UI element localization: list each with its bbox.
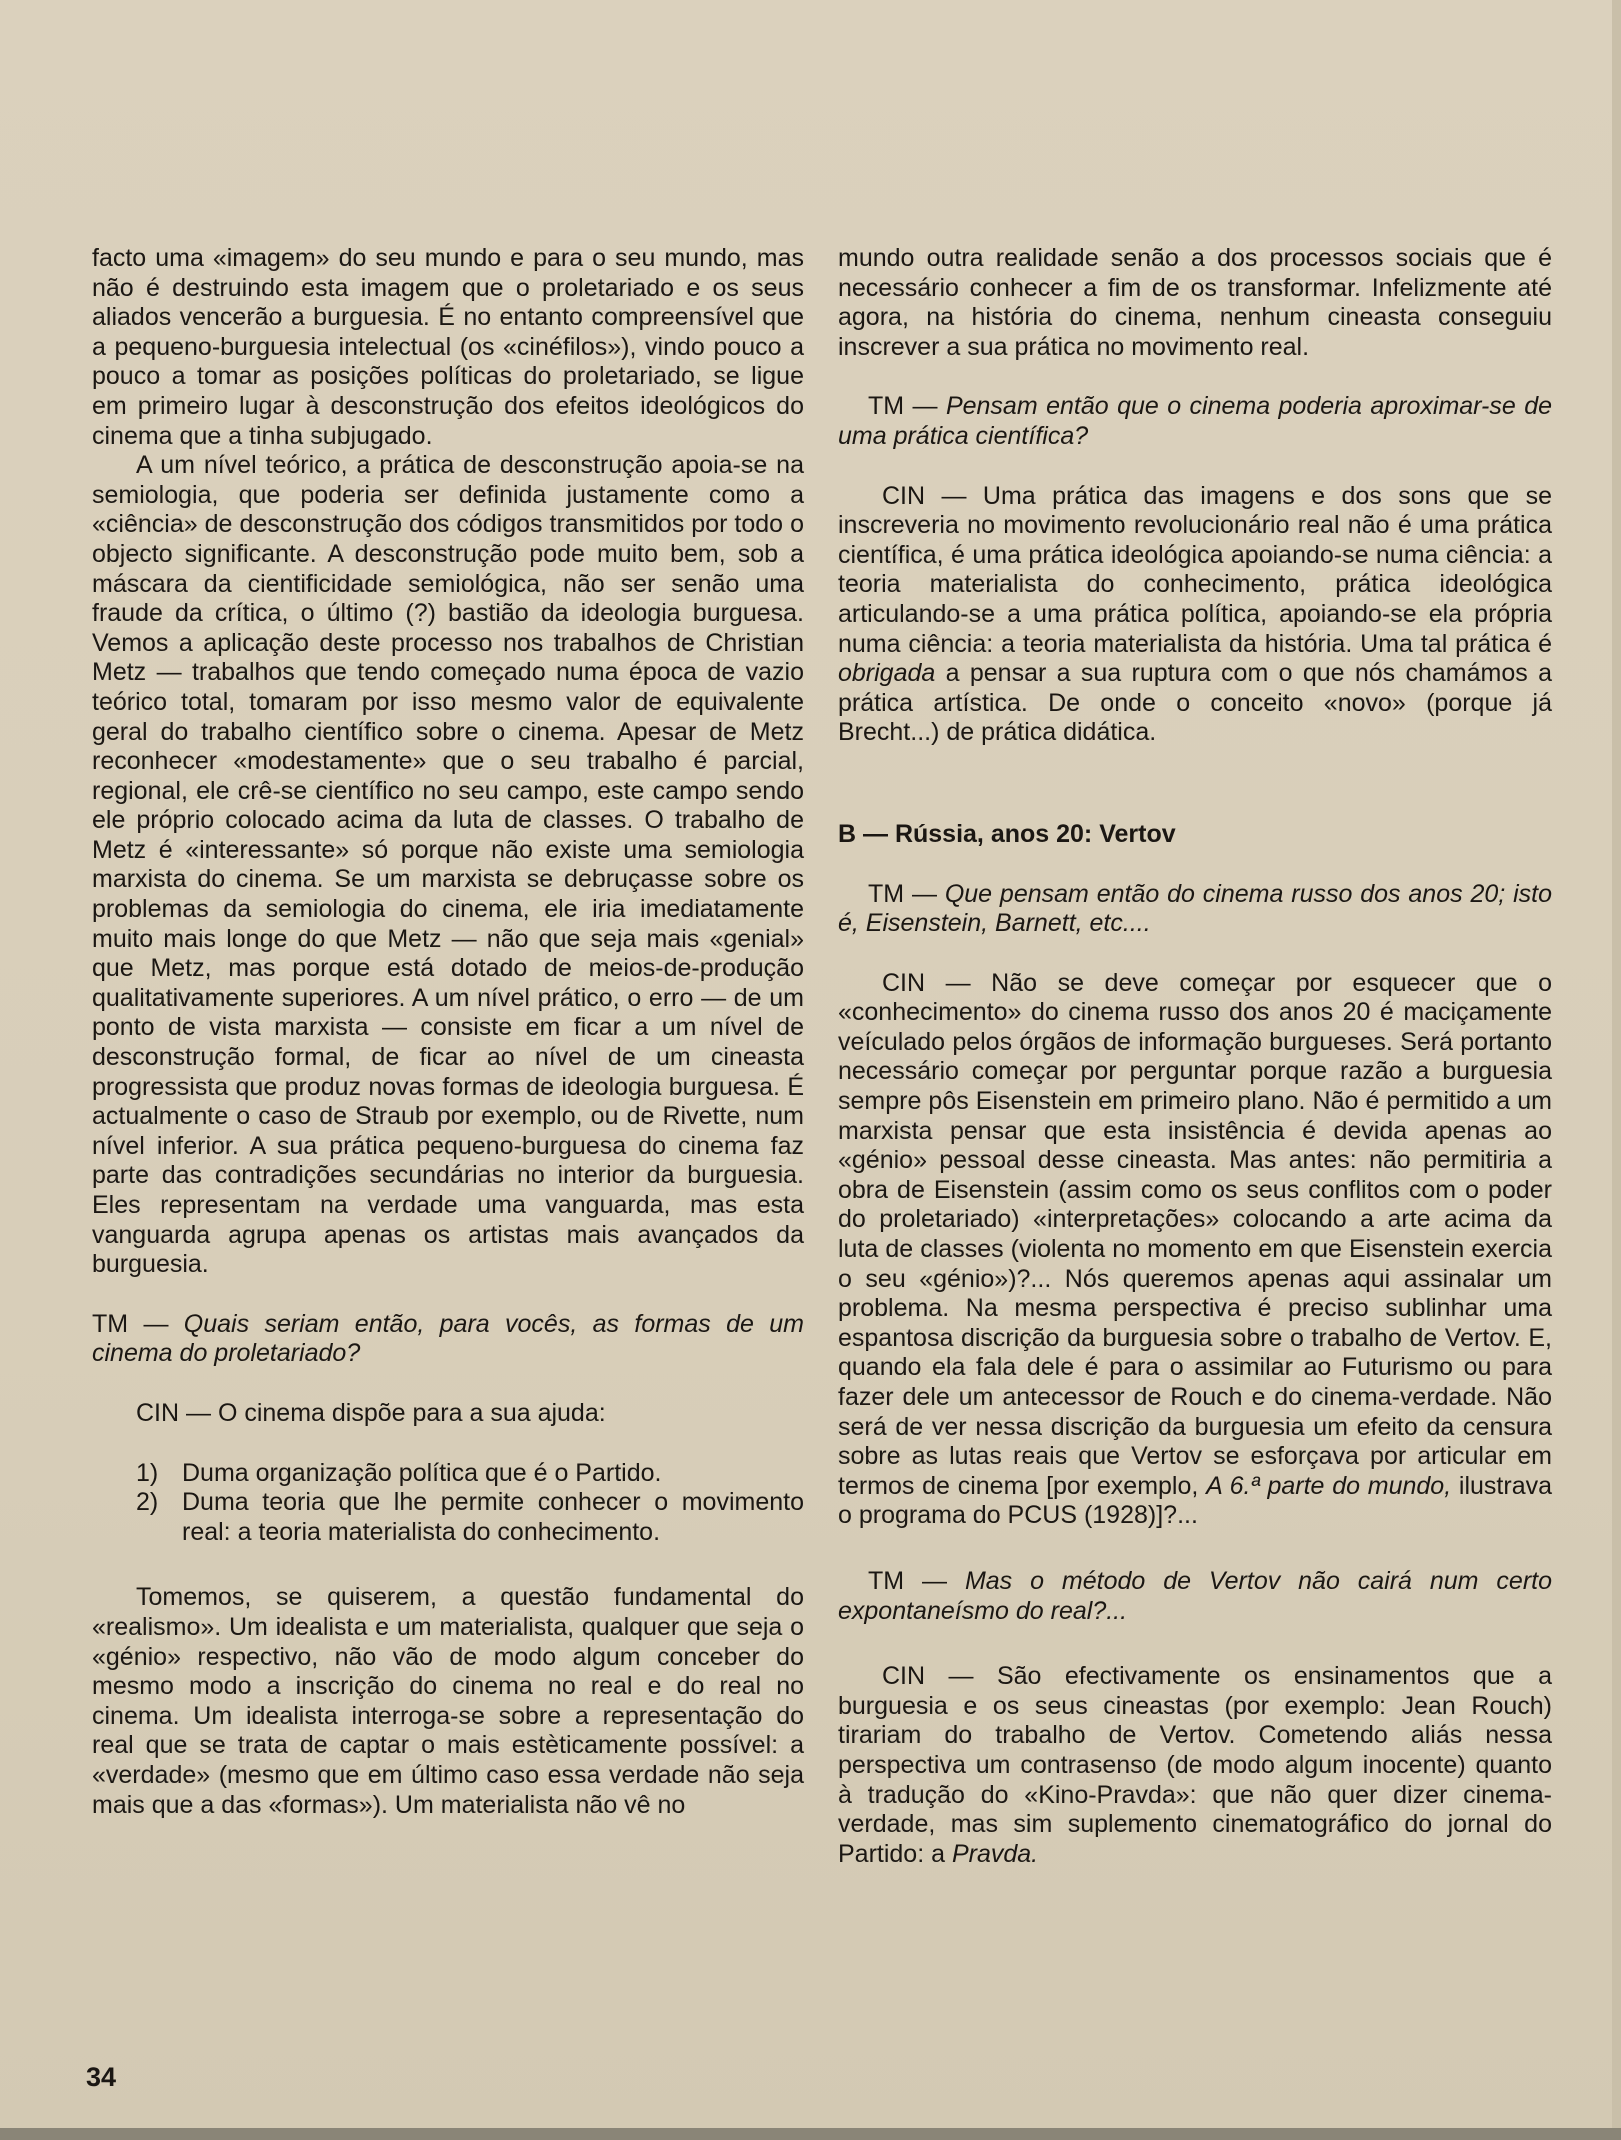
question-text: Mas o método de Vertov não cairá num certo expontaneísmo do real?... <box>838 1566 1552 1625</box>
section-heading: B — Rússia, anos 20: Vertov <box>838 819 1176 848</box>
numbered-list <box>92 1459 804 1548</box>
page-number: 34 <box>86 2062 117 2092</box>
answer-text: CIN — Uma prática das imagens e dos sons que se inscreveria no movimento revolucionário real não é uma prática científica, é uma prática ideológica apoiando-se numa ciência: a teoria materialista do conhecimento, prática ideológica articulando-se a uma prática política, apoiando-se ela própria numa ciência: a teoria materialista da história. Uma tal prática é <box>838 481 1552 658</box>
question-text: Que pensam então do cinema russo dos anos 20; isto é, Eisenstein, Barnett, etc.... <box>838 879 1552 938</box>
interview-question <box>838 392 1552 451</box>
list-item <box>92 1459 804 1489</box>
speaker-tag: TM — <box>868 1566 948 1595</box>
list-number: 1) <box>136 1458 159 1487</box>
paragraph: facto uma «imagem» do seu mundo e para o seu mundo, mas não é destruindo esta imagem que o proletariado e os seus aliados vencerão a burguesia. É no entanto compreensível que a pequeno-burguesia intelectual (os «cinéfilos»), vindo pouco a pouco a tomar as posições políticas do proletariado, se ligue em primeiro lugar à desconstrução dos efeitos ideológicos do cinema que a tinha subjugado. <box>92 244 804 450</box>
answer-text: ilustrava o programa do PCUS (1928)]?... <box>838 1471 1553 1530</box>
speaker-tag: TM — <box>92 1309 169 1338</box>
film-title: A 6.ª parte do mundo, <box>1206 1471 1452 1500</box>
answer-paragraph <box>838 969 1552 1531</box>
left-column <box>92 244 804 1820</box>
paragraph: mundo outra realidade senão a dos processos sociais que é necessário conhecer a fim de os transformar. Infelizmente até agora, na história do cinema, nenhum cineasta conseguiu inscrever a sua prática no movimento real. <box>838 244 1552 361</box>
list-text: Duma organização política que é o Partido. <box>182 1458 662 1487</box>
right-column <box>838 244 1552 1869</box>
paragraph: Tomemos, se quiserem, a questão fundamental do «realismo». Um idealista e um materialista, qualquer que seja o «génio» respectivo, não vão de modo algum conceber do mesmo modo a inscrição do cinema no real e do real no cinema. Um idealista interroga-se sobre a representação do real que se trata de captar o mais estèticamente possível: a «verdade» (mesmo que em último caso essa verdade não seja mais que a das «formas»). Um materialista não vê no <box>92 1583 804 1819</box>
list-item <box>92 1488 804 1547</box>
answer-intro: CIN — O cinema dispõe para a sua ajuda: <box>136 1398 606 1427</box>
emphasis-text: obrigada <box>838 659 936 688</box>
answer-paragraph <box>838 1662 1552 1869</box>
question-text: Quais seriam então, para vocês, as formas de um cinema do proletariado? <box>92 1309 804 1368</box>
page-edge <box>0 2128 1621 2140</box>
answer-paragraph <box>838 482 1552 748</box>
interview-question <box>838 880 1552 939</box>
interview-question <box>92 1310 804 1369</box>
interview-question <box>838 1567 1552 1626</box>
page-edge <box>1612 0 1621 2140</box>
question-text: Pensam então que o cinema poderia aproximar-se de uma prática científica? <box>838 392 1552 450</box>
list-number: 2) <box>136 1488 159 1517</box>
newspaper-title: Pravda. <box>951 1839 1039 1868</box>
list-text: Duma teoria que lhe permite conhecer o movimento real: a teoria materialista do conhecimento. <box>182 1488 804 1546</box>
paragraph: A um nível teórico, a prática de desconstrução apoia-se na semiologia, que poderia ser definida justamente como a «ciência» de desconstrução dos códigos transmitidos por todo o objecto significante. A desconstrução pode muito bem, sob a máscara da cientificidade semiológica, não ser senão uma fraude da crítica, o último (?) bastião da ideologia burguesa. Vemos a aplicação deste processo nos trabalhos de Christian Metz — trabalhos que tendo começado numa época de vazio teórico total, tomaram por isso mesmo valor de equivalente geral do trabalho científico sobre o cinema. Apesar de Metz reconhecer «modestamente» que o seu trabalho é parcial, regional, ele crê-se científico no seu campo, este campo sendo ele próprio colocado acima da luta de classes. O trabalho de Metz é «interessante» só porque não existe uma semiologia marxista do cinema. Se um marxista se debruçasse sobre os problemas da semiologia do cinema, ele iria imediatamente muito mais longe do que Metz — não que seja mais «genial» que Metz, mas porque está dotado de meios-de-produção qualitativamente superiores. A um nível prático, o erro — de um ponto de vista marxista — consiste em ficar a um nível de desconstrução formal, de ficar ao nível de um cineasta progressista que produz novas formas de ideologia burguesa. É actualmente o caso de Straub por exemplo, ou de Rivette, num nível inferior. A sua prática pequeno-burguesa do cinema faz parte das contradições secundárias no interior da burguesia. Eles representam na verdade uma vanguarda, mas esta vanguarda agrupa apenas os artistas mais avançados da burguesia. <box>92 451 804 1279</box>
speaker-tag: TM — <box>868 392 938 421</box>
answer-text: CIN — São efectivamente os ensinamentos que a burguesia e os seus cineastas (por exemplo: Jean Rouch) tirariam do trabalho de Vertov. Cometendo aliás nessa perspectiva um contrasenso (de modo algum inocente) quanto à tradução do «Kino-Pravda»: que não quer dizer cinema-verdade, mas sim suplemento cinematográfico do jornal do Partido: a <box>838 1662 1552 1868</box>
answer-text: CIN — Não se deve começar por esquecer que o «conhecimento» do cinema russo dos anos 20 é maciçamente veículado pelos órgãos de informação burgueses. Será portanto necessário começar por perguntar porque razão a burguesia sempre pôs Eisenstein em primeiro plano. Não é permitido a um marxista pensar que esta insistência é devida apenas ao «génio» pessoal desse cineasta. Mas antes: não permitiria a obra de Eisenstein (assim como os seus conflitos com o poder do proletariado) «interpretações» colocando a arte acima da luta de classes (violenta no momento em que Eisenstein exercia o seu «génio»)?... Nós queremos apenas aqui assinalar um problema. Na mesma perspectiva é preciso sublinhar uma espantosa discrição da burguesia sobre o trabalho de Vertov. E, quando ela fala dele é para o assimilar ao Futurismo ou para fazer dele um antecessor de Rouch e do cinema-verdade. Não será de ver nessa discrição da burguesia um efeito da censura sobre as lutas reais que Vertov se esforçava por articular em termos de cinema [por exemplo, <box>838 968 1552 1500</box>
speaker-tag: TM — <box>868 879 937 908</box>
answer-text: a pensar a sua ruptura com o que nós chamámos a prática artística. De onde o conceito «novo» (porque já Brecht...) de prática didática. <box>838 659 1552 747</box>
